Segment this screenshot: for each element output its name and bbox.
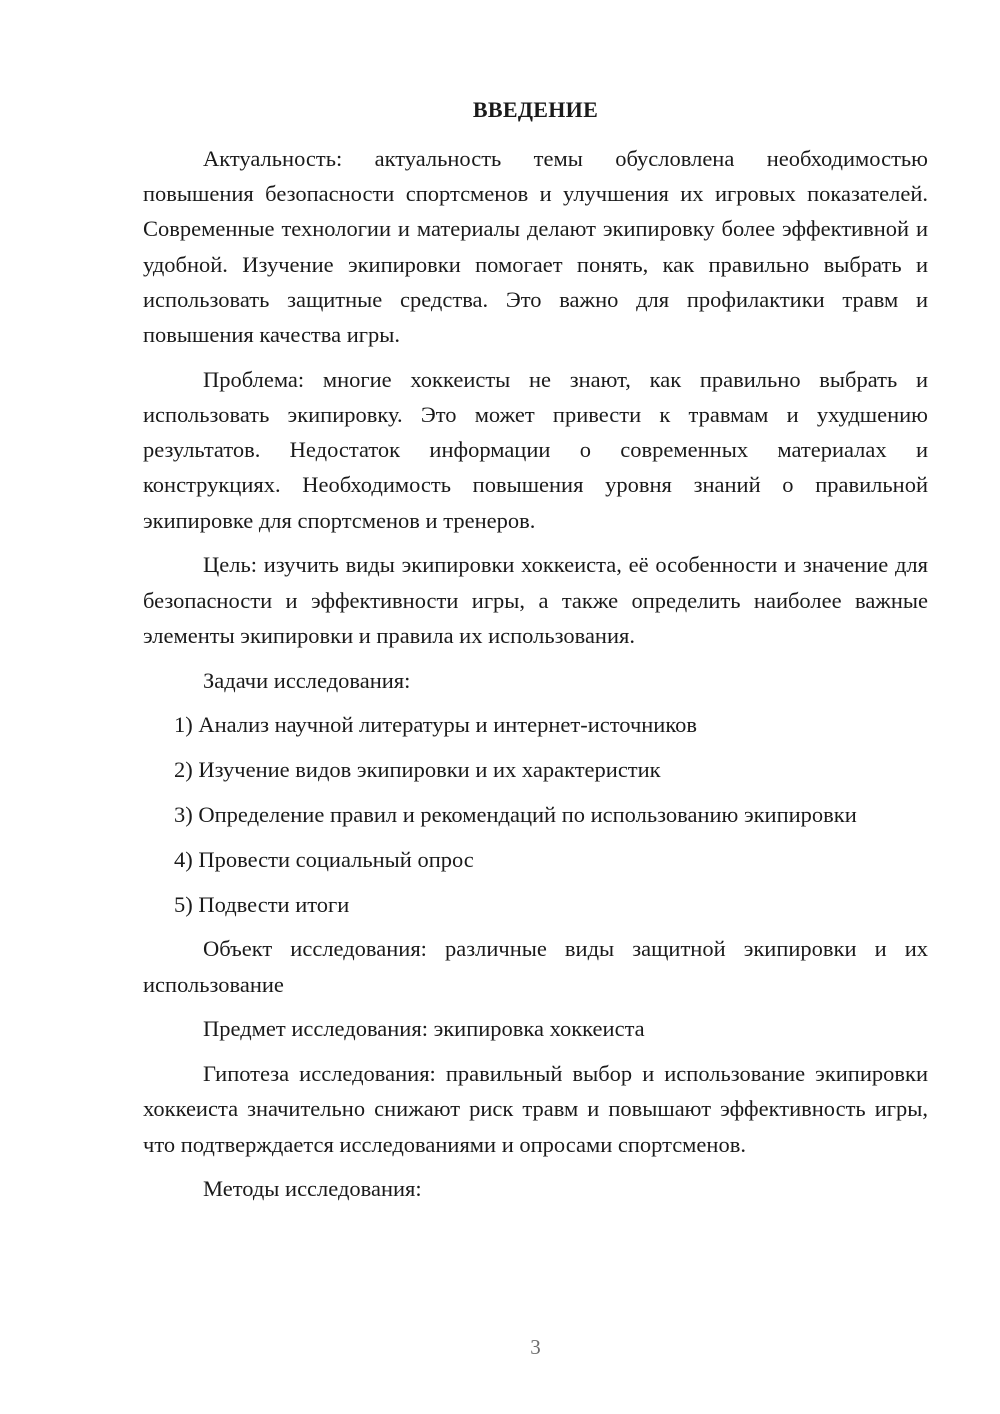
task-item-1: 1) Анализ научной литературы и интернет-источников [174,712,698,738]
paragraph-subject: Предмет исследования: экипировка хоккеиста [203,1016,645,1042]
task-item-2: 2) Изучение видов экипировки и их характеристик [174,757,661,783]
task-item-5: 5) Подвести итоги [174,891,350,917]
paragraph-problem: Проблема: многие хоккеисты не знают, как правильно выбрать и использовать экипировку. Это может привести к травмам и ухудшению результатов. Недостаток информации о современных материалах и конструкциях. Необходимость повышения уровня знаний о правильной экипировке для спортсменов и тренеров. [143,366,928,533]
paragraph-relevance: Актуальность: актуальность темы обусловлена необходимостью повышения безопасности спортсменов и улучшения их игровых показателей. Современные технологии и материалы делают экипировку более эффективной и удобной. Изучение экипировки помогает понять, как правильно выбрать и использовать защитные средства. Это важно для профилактики травм и повышения качества игры. [143,146,928,348]
document-page [143,0,928,1414]
task-item-4: 4) Провести социальный опрос [174,846,474,872]
paragraph-tasks-heading: Задачи исследования: [203,667,411,693]
page-title: ВВЕДЕНИЕ [472,97,599,122]
paragraph-goal: Цель: изучить виды экипировки хоккеиста, её особенности и значение для безопасности и эффективности игры, а также определить наиболее важные элементы экипировки и правила их использования. [143,552,928,648]
document-body [143,141,928,1216]
page-number: 3 [530,1335,541,1359]
task-item-3: 3) Определение правил и рекомендаций по использованию экипировки [174,802,857,828]
paragraph-hypothesis: Гипотеза исследования: правильный выбор и использование экипировки хоккеиста значительно снижают риск травм и повышают эффективность игры, что подтверждается исследованиями и опросами спортсменов. [143,1061,928,1157]
paragraph-methods: Методы исследования: [203,1176,422,1202]
paragraph-object: Объект исследования: различные виды защитной экипировки и их использование [143,936,928,997]
